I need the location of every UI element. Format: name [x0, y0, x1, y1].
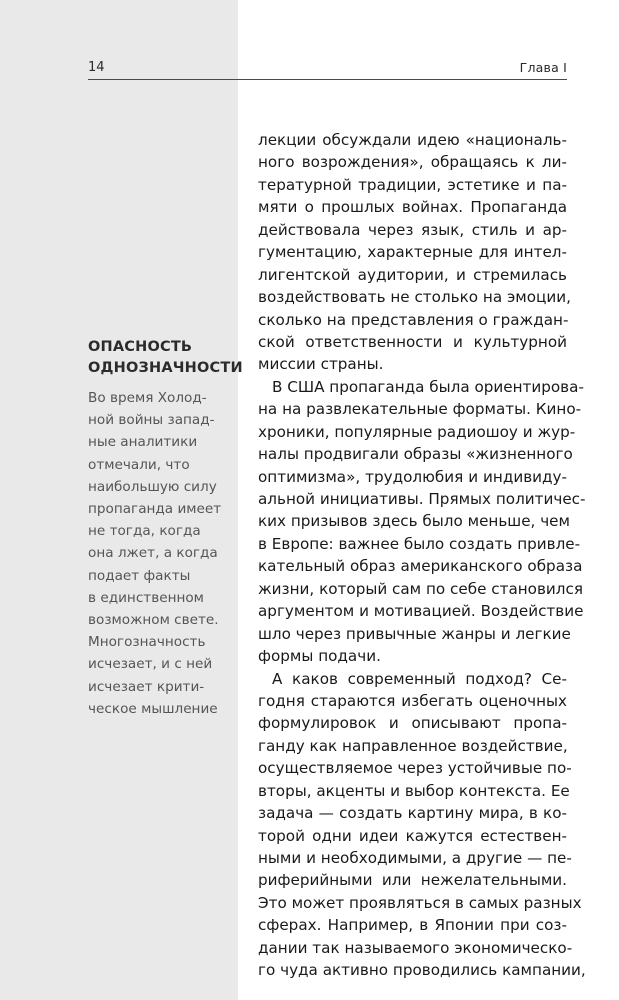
sidebar-note-line: возможном свете.	[88, 612, 219, 629]
body-line: гументацию, характерные для интел-	[258, 243, 567, 262]
sidebar-note-line: ные аналитики	[88, 434, 198, 451]
body-line: ными и необходимыми, а другие — пе-	[258, 849, 572, 867]
page-number: 14	[88, 60, 105, 75]
body-line: альной инициативы. Прямых политичес-	[258, 490, 586, 508]
body-line: годня стараются избегать оценочных	[258, 691, 567, 710]
sidebar-note-line: Во время Холод-	[88, 390, 207, 406]
sidebar-title-line: ОДНОЗНАЧНОСТИ	[88, 360, 243, 376]
body-line: жизни, который сам по себе становился	[258, 579, 583, 598]
sidebar-note-line: Многозначность	[88, 634, 206, 651]
body-line: воздействовать не столько на эмоции,	[258, 288, 571, 307]
body-line: кательный образ американского образа	[258, 557, 583, 576]
sidebar-title	[88, 337, 243, 379]
body-line: в Европе: важнее было создать привле-	[258, 534, 581, 553]
sidebar-note	[88, 387, 233, 720]
body-line: сферах. Например, в Японии при соз-	[258, 916, 567, 935]
sidebar-note-line: пропаганда имеет	[88, 501, 222, 518]
body-line: ской ответственности и культурной	[258, 332, 567, 351]
sidebar-note-line: ческое мышление	[88, 700, 218, 717]
body-line: действовала через язык, стиль и ар-	[258, 220, 567, 239]
body-line: дании так называемого экономическо-	[258, 938, 573, 957]
body-line: формы подачи.	[258, 647, 381, 666]
sidebar-note-line: отмечали, что	[88, 456, 190, 473]
sidebar-note-line: в единственном	[88, 589, 204, 606]
body-line: сколько на представления о граждан-	[258, 310, 569, 329]
sidebar-note-line: не тогда, когда	[88, 523, 201, 540]
sidebar-note-line: подает факты	[88, 567, 191, 584]
body-line: лекции обсуждали идею «националь-	[258, 131, 567, 149]
body-line: миссии страны.	[258, 355, 384, 374]
body-line: ного возрождения», обращаясь к ли-	[258, 153, 567, 172]
body-line: тературной традиции, эстетике и па-	[258, 175, 567, 194]
sidebar-note-line: ной войны запад-	[88, 412, 215, 429]
body-line: на на развлекательные форматы. Кино-	[258, 400, 582, 419]
body-text	[258, 129, 586, 982]
sidebar-note-line: исчезает крити-	[88, 678, 205, 695]
sidebar-title-line: ОПАСНОСТЬ	[88, 339, 193, 355]
body-line: осуществляемое через устойчивые по-	[258, 759, 572, 778]
body-line: го чуда активно проводились кампании,	[258, 961, 586, 980]
body-line: задача — создать картину мира, в ко-	[258, 804, 567, 823]
body-line: мяти о прошлых войнах. Пропаганда	[258, 198, 567, 217]
body-line: налы продвигали образы «жизненного	[258, 445, 573, 464]
running-header-chapter: Глава I	[519, 60, 567, 75]
sidebar-note-line: наибольшую силу	[88, 478, 217, 495]
sidebar-note-line: исчезает, и с ней	[88, 656, 213, 673]
sidebar-note-line: она лжет, а когда	[88, 545, 218, 562]
body-line: шло через привычные жанры и легкие	[258, 624, 571, 643]
body-line: ганду как направленное воздействие,	[258, 736, 568, 755]
body-line: торой одни идеи кажутся естествен-	[258, 826, 567, 845]
body-line: ких призывов здесь было меньше, чем	[258, 512, 570, 531]
body-line: В США пропаганда была ориентирова-	[272, 377, 584, 396]
body-line: риферийными или нежелательными.	[258, 871, 567, 890]
body-line: вторы, акценты и выбор контекста. Ее	[258, 781, 570, 800]
body-line: лигентской аудитории, и стремилась	[258, 265, 567, 284]
body-line: А каков современный подход? Се-	[272, 669, 567, 688]
body-line: аргументом и мотивацией. Воздействие	[258, 602, 584, 621]
body-line: оптимизма», трудолюбия и индивиду-	[258, 467, 567, 486]
header-divider	[88, 79, 567, 80]
body-line: Это может проявляться в самых разных	[258, 893, 582, 912]
body-line: хроники, популярные радиошоу и жур-	[258, 422, 576, 441]
body-line: формулировок и описывают пропа-	[258, 714, 567, 733]
